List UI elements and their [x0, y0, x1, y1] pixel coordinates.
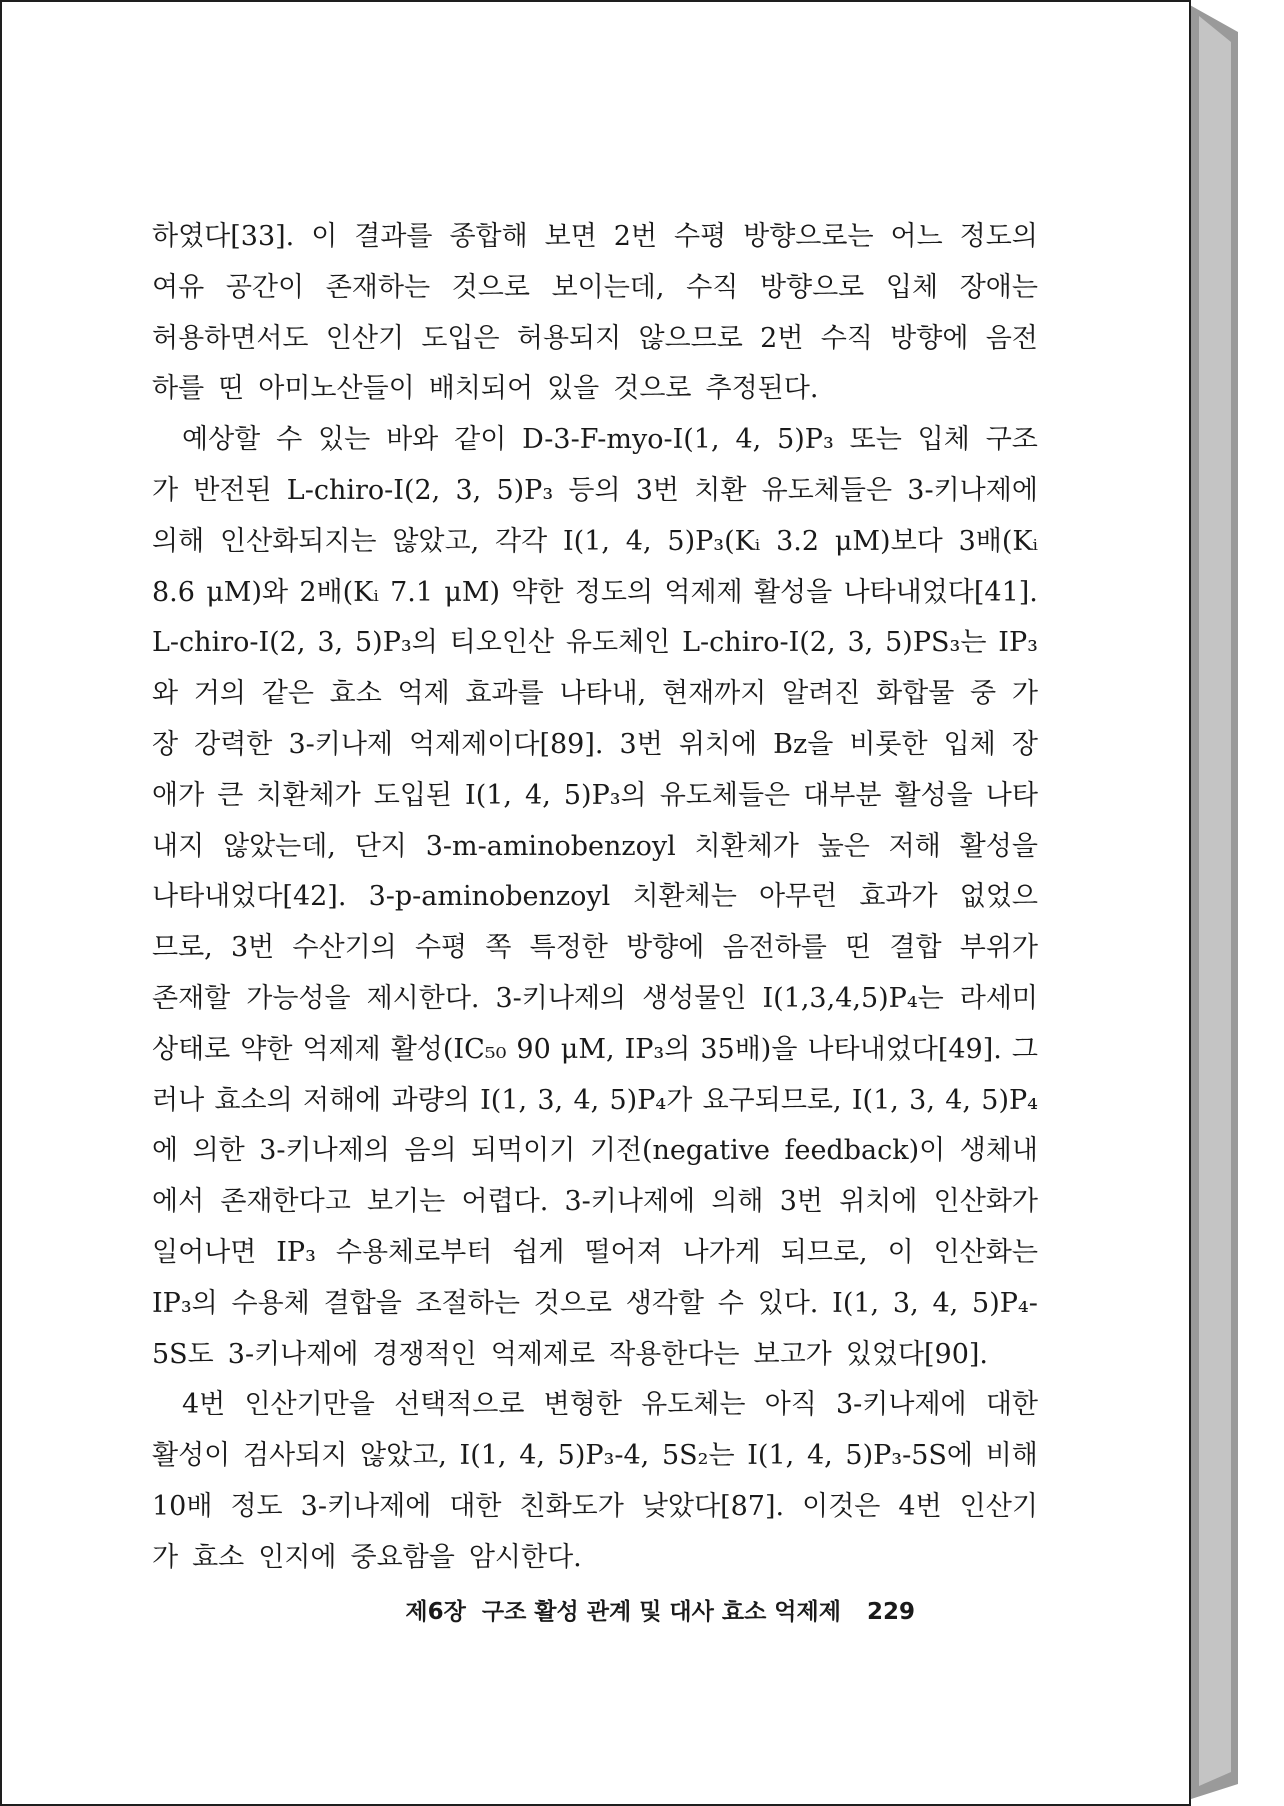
text-line: [152, 974, 1038, 1025]
word: 보기는: [367, 1186, 446, 1218]
word: 또는: [849, 424, 902, 456]
word: 결과를: [354, 221, 433, 252]
word: 인산기: [959, 1490, 1038, 1522]
word: 도입된: [373, 779, 452, 811]
word: 나타내었다[49].: [807, 1033, 1002, 1065]
word: 약한: [511, 576, 564, 608]
word: 중요함을: [350, 1541, 455, 1573]
word: 3,: [909, 1084, 935, 1116]
word: 배치되어: [428, 373, 534, 405]
word: I(1,3,4,5)P₄는: [762, 982, 944, 1014]
text-line: [152, 517, 1038, 568]
word: 3-키나제에: [300, 1490, 432, 1522]
word: I(1,: [465, 779, 512, 811]
word: 7.1: [390, 576, 434, 608]
word: 아직: [764, 1389, 817, 1421]
word: 대부분: [803, 779, 882, 811]
word: 활성을: [894, 779, 973, 811]
word: 현재까지: [662, 678, 767, 710]
word: 5)P₃의: [563, 779, 647, 811]
word: 억제제로: [490, 1338, 596, 1370]
word: 이: [887, 1236, 914, 1268]
word: 어렵다.: [461, 1186, 549, 1218]
word: 5)P₃-5S에: [845, 1440, 973, 1472]
word: 효소의: [214, 1084, 293, 1116]
word: 2번: [613, 221, 658, 252]
word: 기전(negative: [589, 1135, 770, 1167]
word: 바와: [386, 424, 439, 456]
word: 4,: [945, 1084, 971, 1116]
text-line: [152, 263, 1038, 314]
word: 상태로: [152, 1033, 231, 1065]
word: Bz을: [773, 728, 834, 760]
word: 작용한다는: [609, 1338, 740, 1370]
word: 선택적으로: [394, 1389, 525, 1421]
word: 러나: [152, 1084, 205, 1116]
word: 아무런: [758, 881, 838, 913]
word: 4,: [625, 525, 652, 557]
word: 장: [1011, 728, 1038, 760]
word: 3-키나제: [288, 728, 393, 760]
word: 보이는데,: [551, 271, 665, 303]
word: 보고가: [753, 1338, 832, 1370]
word: 존재할: [152, 982, 231, 1014]
word: 특정한: [529, 932, 608, 964]
word: 효소: [329, 678, 382, 710]
word: 3,: [317, 627, 344, 659]
word: 효과를: [465, 678, 544, 710]
word: 이것은: [802, 1490, 881, 1522]
word: 수용체: [231, 1287, 310, 1319]
word: 방향으로: [759, 271, 865, 303]
word: 5S₂는: [661, 1440, 735, 1472]
word: 5S도: [152, 1338, 214, 1370]
word: 결합: [889, 932, 942, 964]
word: 입체: [943, 728, 996, 760]
word: 수: [276, 424, 303, 456]
word: 저해에: [303, 1084, 382, 1116]
word: 3-m-aminobenzoyl: [425, 830, 676, 862]
word: IP₃의: [624, 1033, 691, 1065]
word: 과량의: [391, 1084, 470, 1116]
word: 있을: [547, 373, 600, 405]
word: L-chiro-I(2,: [682, 627, 836, 659]
page-stack-edge: [1199, 16, 1231, 1786]
word: 친화도가: [519, 1490, 624, 1522]
word: 8.6: [152, 576, 195, 608]
word: 있다.: [757, 1287, 819, 1319]
word: 음전: [985, 322, 1038, 354]
word: 티오인산: [449, 627, 555, 659]
word: 3번: [779, 1186, 823, 1218]
word: 것으로: [613, 373, 692, 405]
word: 인산화되지는: [220, 525, 377, 557]
word: 하를: [152, 373, 205, 405]
word: 에: [152, 1135, 179, 1167]
word: 가: [152, 474, 179, 506]
word: 되므로,: [780, 1236, 868, 1268]
word: 5)P₃: [496, 474, 554, 506]
word: 존재한다고: [220, 1186, 351, 1218]
word: 음의: [404, 1135, 457, 1167]
word: 5)P₃의: [355, 627, 438, 659]
word: 결합을: [323, 1287, 402, 1319]
word: I(1,: [459, 1440, 507, 1472]
word: 3,: [537, 1084, 564, 1116]
word: 알려진: [782, 678, 861, 710]
word: 치환체가: [694, 830, 799, 862]
word: 4,: [735, 424, 762, 456]
text-line: [152, 1126, 1038, 1177]
word: 위치에: [678, 728, 758, 760]
text-line: [152, 669, 1038, 720]
word: 등의: [568, 474, 621, 506]
body-text: [152, 212, 1038, 1584]
word: 같이: [454, 424, 507, 456]
word: 3-키나제에: [907, 474, 1038, 506]
word: 인산화는: [933, 1236, 1038, 1268]
word: 치환체가: [256, 779, 361, 811]
word: 거의: [193, 678, 246, 710]
word: 유도체인: [565, 627, 671, 659]
word: 나타내었다[42].: [152, 881, 347, 913]
word: 대한: [449, 1490, 502, 1522]
word: 3-키나제의: [495, 982, 627, 1014]
text-line: [152, 1025, 1038, 1076]
word: 4,: [573, 1084, 600, 1116]
word: 4번: [898, 1490, 942, 1522]
text-line: [152, 415, 1038, 466]
word: 3.2: [776, 525, 820, 557]
word: 활성을: [753, 576, 833, 608]
text-line: [152, 1177, 1038, 1228]
word: 변형한: [543, 1389, 622, 1421]
word: 않았고,: [359, 1440, 447, 1472]
word: 4,: [525, 779, 551, 811]
word: 구조: [985, 424, 1038, 456]
word: 인지에: [258, 1541, 337, 1573]
word: 억제제이다[89].: [409, 728, 604, 760]
word: 35배)을: [700, 1033, 798, 1065]
word: 각각: [495, 525, 548, 557]
word: 있었다[90].: [845, 1338, 988, 1370]
word: 10배: [152, 1490, 213, 1522]
word: 3,: [455, 474, 482, 506]
word: 나타: [985, 779, 1038, 811]
word: 효과가: [859, 881, 938, 913]
word: 쪽: [485, 932, 512, 964]
word: 유도체는: [641, 1389, 746, 1421]
word: μM): [444, 576, 501, 608]
word: 제시한다.: [366, 982, 480, 1014]
word: 장: [152, 728, 179, 760]
word: 어느: [890, 221, 943, 252]
word: feedback)이: [784, 1135, 946, 1167]
word: 억제제: [302, 1033, 381, 1065]
text-line: [152, 314, 1038, 365]
word: 비해: [985, 1440, 1038, 1472]
word: 쉽게: [512, 1236, 565, 1268]
word: 의해: [152, 525, 205, 557]
word: 애가: [152, 779, 205, 811]
word: 인산기만을: [244, 1389, 375, 1421]
word: 억제: [397, 678, 450, 710]
word: 내지: [152, 830, 205, 862]
footer-title: 구조 활성 관계 및 대사 효소 억제제: [481, 1599, 841, 1625]
word: 되먹이기: [471, 1135, 576, 1167]
word: L-chiro-I(2,: [286, 474, 441, 506]
word: D-3-F-myo-I(1,: [522, 424, 720, 456]
word: 4,: [806, 1440, 833, 1472]
word: 나타내었다[41].: [843, 576, 1038, 608]
word: 위치에: [839, 1186, 918, 1218]
word: 2배(Kᵢ: [299, 576, 379, 608]
word: 화합물: [876, 678, 955, 710]
word: 3-키나제의: [259, 1135, 390, 1167]
word: IP₃의: [152, 1287, 218, 1319]
word: 3-키나제에: [835, 1389, 967, 1421]
word: IP₃: [998, 627, 1038, 659]
word: 큰: [217, 779, 244, 811]
word: 예상할: [182, 424, 261, 456]
word: 생각할: [625, 1287, 704, 1319]
word: 5)P₄가: [609, 1084, 693, 1116]
word: 종합해: [449, 221, 528, 252]
word: 5)P₄: [981, 1084, 1038, 1116]
text-line: [152, 618, 1038, 669]
word: 정도의: [574, 576, 654, 608]
word: I(1,: [747, 1440, 795, 1472]
word: 경쟁적인: [372, 1338, 477, 1370]
word: 가: [152, 1541, 179, 1573]
word: 3배(Kᵢ: [958, 525, 1038, 557]
word: 인산기: [325, 322, 405, 354]
word: 유도체들은: [761, 474, 893, 506]
word: 5)P₄-: [972, 1287, 1038, 1319]
word: 부위가: [959, 932, 1038, 964]
word: 정도의: [959, 221, 1038, 252]
word: 나가게: [682, 1236, 761, 1268]
word: 의해: [711, 1186, 764, 1218]
word: 와: [152, 678, 179, 710]
text-line: [152, 1431, 1038, 1482]
text-line: [152, 568, 1038, 619]
word: 허용하면서도: [152, 322, 309, 354]
word: 여유: [152, 271, 205, 303]
word: μM)와: [206, 576, 289, 608]
word: 있는: [318, 424, 371, 456]
word: 활성이: [152, 1440, 231, 1472]
word: L-chiro-I(2,: [152, 627, 306, 659]
word: 공간이: [225, 271, 305, 303]
word: 반전된: [193, 474, 272, 506]
word: 허용되지: [516, 322, 622, 354]
word: 수용체로부터: [335, 1236, 493, 1268]
word: 하였다[33].: [152, 221, 295, 252]
text-line: [152, 1380, 1038, 1431]
word: 낮았다[87].: [641, 1490, 785, 1522]
word: 것으로: [533, 1287, 612, 1319]
word: 억제제: [664, 576, 743, 608]
word: 3,: [892, 1287, 919, 1319]
word: 효소: [192, 1541, 245, 1573]
word: I(1,: [832, 1287, 880, 1319]
word: μM,: [560, 1033, 615, 1065]
text-line: [152, 872, 1038, 923]
word: 90: [516, 1033, 551, 1065]
text-line: [152, 1279, 1038, 1330]
text-line: [152, 822, 1038, 873]
word: 치환: [694, 474, 747, 506]
word: 없었으: [959, 881, 1038, 913]
word: 생성물인: [642, 982, 747, 1014]
word: 3번: [635, 474, 680, 506]
word: 않았고,: [392, 525, 480, 557]
word: 비롯한: [849, 728, 928, 760]
word: 저해: [888, 830, 941, 862]
text-line: [152, 212, 1038, 263]
word: 4,: [932, 1287, 959, 1319]
word: 아미노산들이: [258, 373, 415, 405]
word: 생체내: [959, 1135, 1038, 1167]
word: 강력한: [194, 728, 273, 760]
word: 가능성을: [246, 982, 351, 1014]
text-line: [152, 364, 1038, 415]
word: 수평: [414, 932, 468, 964]
word: 수평: [674, 221, 727, 252]
word: 입체: [917, 424, 970, 456]
word: I(1,: [851, 1084, 899, 1116]
word: 3번: [230, 932, 275, 964]
text-line: [152, 771, 1038, 822]
word: 나타내,: [559, 678, 647, 710]
text-line: [152, 1482, 1038, 1533]
word: 입체: [885, 271, 939, 303]
word: 2번: [760, 322, 804, 354]
word: 띤: [845, 932, 872, 964]
word: 이: [311, 221, 338, 252]
text-line: [152, 1076, 1038, 1127]
word: 인산화가: [933, 1186, 1038, 1218]
word: 약한: [240, 1033, 293, 1065]
word: 활성을: [959, 830, 1038, 862]
word: 수직: [686, 271, 739, 303]
word: 띤: [218, 373, 245, 405]
word: 추정된다.: [705, 373, 819, 405]
word: 도입은: [421, 322, 500, 354]
word: 존재하는: [325, 271, 431, 303]
word: 유도체들은: [659, 779, 791, 811]
word: 3,: [847, 627, 874, 659]
word: 단지: [354, 830, 407, 862]
word: 떨어져: [584, 1236, 663, 1268]
word: 수직: [820, 322, 873, 354]
word: 4,: [519, 1440, 545, 1472]
word: 5)P₃-4,: [557, 1440, 650, 1472]
word: 4번: [182, 1389, 226, 1421]
footer-chapter: 제6장: [405, 1599, 466, 1625]
word: 보면: [544, 221, 597, 252]
word: 그: [1011, 1033, 1038, 1065]
text-line: [152, 1228, 1038, 1279]
word: 방향에: [890, 322, 969, 354]
word: I(1,: [563, 525, 610, 557]
word: 5)PS₃는: [885, 627, 987, 659]
word: 의한: [192, 1135, 245, 1167]
word: 치환체는: [632, 881, 737, 913]
word: 3-p-aminobenzoyl: [368, 881, 611, 913]
word: 조절하는: [415, 1287, 520, 1319]
word: 것으로: [451, 271, 530, 303]
word: 수: [717, 1287, 744, 1319]
word: 장애는: [959, 271, 1038, 303]
word: I(1,: [480, 1084, 528, 1116]
text-line: [152, 923, 1038, 974]
word: 않으므로: [638, 322, 743, 354]
word: 수산기의: [292, 932, 397, 964]
word: 므로,: [152, 932, 213, 964]
text-line: [152, 1330, 1038, 1381]
word: 라세미: [959, 982, 1038, 1014]
word: 대한: [985, 1389, 1038, 1421]
word: 방향으로는: [743, 221, 874, 252]
word: 방향에: [626, 932, 705, 964]
word: 에서: [152, 1186, 205, 1218]
word: 3-키나제에: [227, 1338, 359, 1370]
word: 3-키나제에: [564, 1186, 696, 1218]
word: IP₃: [276, 1236, 316, 1268]
word: 요구되므로,: [702, 1084, 842, 1116]
page-number: 229: [866, 1599, 915, 1625]
word: 음전하를: [722, 932, 827, 964]
word: 일어나면: [152, 1236, 257, 1268]
text-line: [152, 466, 1038, 517]
word: 않았는데,: [222, 830, 336, 862]
word: 같은: [261, 678, 314, 710]
running-footer: [405, 1593, 915, 1626]
word: 가: [1011, 678, 1038, 710]
word: 검사되지: [242, 1440, 348, 1472]
word: 중: [970, 678, 997, 710]
text-line: [152, 1533, 1038, 1584]
word: 높은: [817, 830, 870, 862]
word: 3번: [619, 728, 663, 760]
word: μM)보다: [834, 525, 943, 557]
word: 정도: [230, 1490, 283, 1522]
word: 암시한다.: [468, 1541, 582, 1573]
word: 5)P₃: [777, 424, 834, 456]
word: 5)P₃(Kᵢ: [667, 525, 761, 557]
text-line: [152, 720, 1038, 771]
word: 활성(IC₅₀: [390, 1033, 507, 1065]
